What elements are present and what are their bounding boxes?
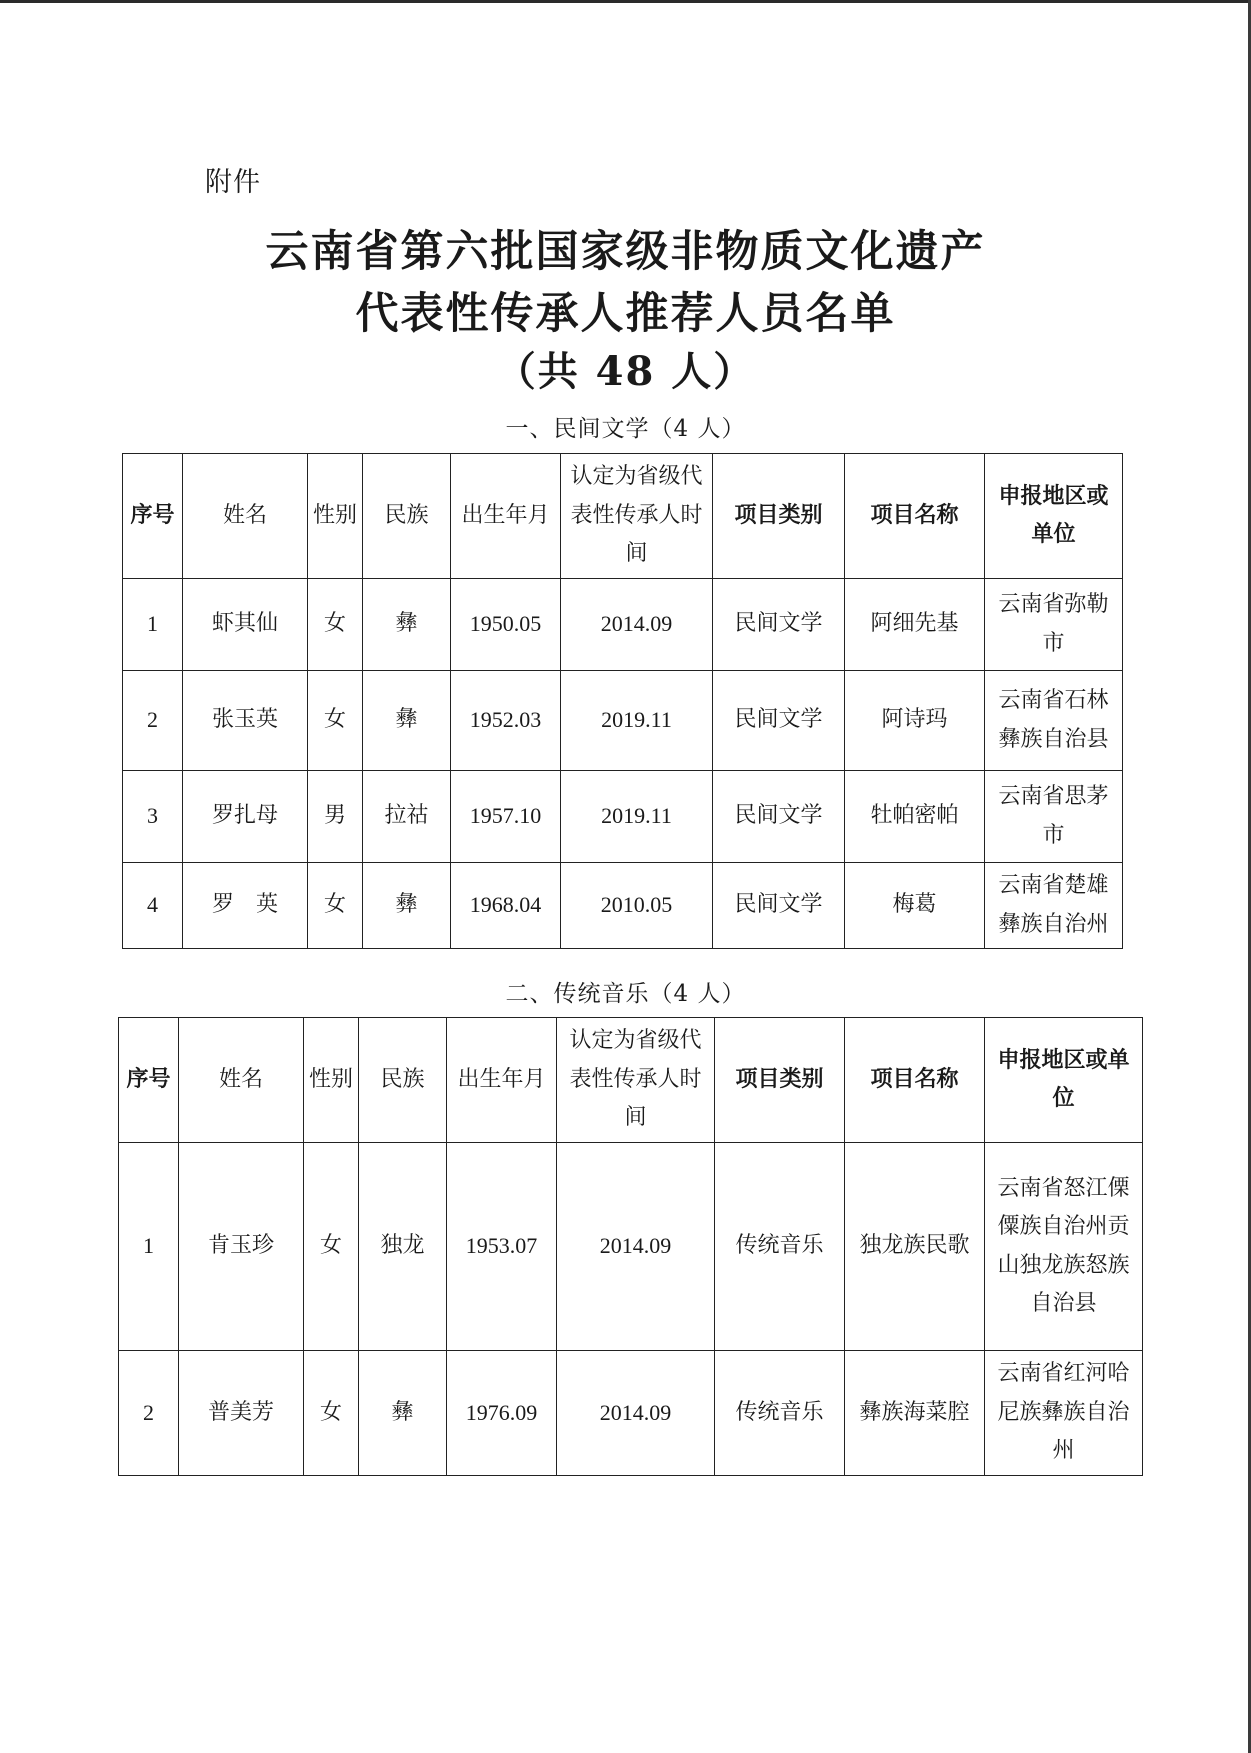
table-header-row [119, 1018, 1143, 1143]
col-birth-header: 出生年月 [451, 454, 561, 579]
cell-region: 云南省弥勒市 [985, 579, 1123, 671]
cell-gender: 女 [304, 1143, 359, 1351]
col-recognized-header: 认定为省级代表性传承人时间 [557, 1018, 715, 1143]
col-gender-header: 性别 [308, 454, 363, 579]
table-header-row [123, 454, 1123, 579]
cell-region: 云南省楚雄彝族自治州 [985, 863, 1123, 949]
cell-category: 民间文学 [713, 671, 845, 771]
cell-ethnicity: 彝 [363, 579, 451, 671]
cell-gender: 女 [304, 1351, 359, 1476]
cell-name: 罗扎母 [183, 771, 308, 863]
cell-category: 传统音乐 [715, 1143, 845, 1351]
cell-seq: 1 [119, 1143, 179, 1351]
col-gender-header: 性别 [304, 1018, 359, 1143]
traditional-music-table [118, 1017, 1143, 1476]
cell-project: 彝族海菜腔 [845, 1351, 985, 1476]
document-title-line-1: 云南省第六批国家级非物质文化遗产 [265, 227, 986, 277]
table-row [123, 671, 1123, 771]
section-title-folk-literature: 一、民间文学（4 人） [505, 416, 746, 442]
col-project-header: 项目名称 [845, 1018, 985, 1143]
cell-seq: 4 [123, 863, 183, 949]
cell-seq: 1 [123, 579, 183, 671]
document-title-line-2: 代表性传承人推荐人员名单 [355, 289, 896, 339]
cell-region: 云南省怒江傈僳族自治州贡山独龙族怒族自治县 [985, 1143, 1143, 1351]
col-seq-header: 序号 [119, 1018, 179, 1143]
cell-gender: 男 [308, 771, 363, 863]
cell-gender: 女 [308, 671, 363, 771]
cell-name: 肯玉珍 [179, 1143, 304, 1351]
cell-category: 民间文学 [713, 579, 845, 671]
cell-project: 阿诗玛 [845, 671, 985, 771]
table-row [119, 1143, 1143, 1351]
cell-category: 民间文学 [713, 771, 845, 863]
col-category-header: 项目类别 [715, 1018, 845, 1143]
col-ethnicity-header: 民族 [363, 454, 451, 579]
cell-recognized: 2014.09 [557, 1143, 715, 1351]
cell-project: 独龙族民歌 [845, 1143, 985, 1351]
col-birth-header: 出生年月 [447, 1018, 557, 1143]
cell-birth: 1953.07 [447, 1143, 557, 1351]
col-seq-header: 序号 [123, 454, 183, 579]
folk-literature-table [122, 453, 1123, 949]
cell-seq: 2 [119, 1351, 179, 1476]
cell-ethnicity: 独龙 [359, 1143, 447, 1351]
col-name-header: 姓名 [183, 454, 308, 579]
cell-gender: 女 [308, 863, 363, 949]
cell-project: 阿细先基 [845, 579, 985, 671]
cell-name: 普美芳 [179, 1351, 304, 1476]
cell-gender: 女 [308, 579, 363, 671]
cell-name: 虾其仙 [183, 579, 308, 671]
table-row [119, 1351, 1143, 1476]
scan-edge-top [0, 0, 1251, 3]
cell-recognized: 2019.11 [561, 671, 713, 771]
cell-region: 云南省红河哈尼族彝族自治州 [985, 1351, 1143, 1476]
cell-birth: 1957.10 [451, 771, 561, 863]
cell-region: 云南省思茅市 [985, 771, 1123, 863]
table-row [123, 579, 1123, 671]
cell-region: 云南省石林彝族自治县 [985, 671, 1123, 771]
col-region-header: 申报地区或单位 [985, 454, 1123, 579]
section-title-traditional-music: 二、传统音乐（4 人） [505, 981, 746, 1007]
document-title-count: （共 48 人） [495, 348, 756, 395]
cell-birth: 1968.04 [451, 863, 561, 949]
cell-name: 张玉英 [183, 671, 308, 771]
col-category-header: 项目类别 [713, 454, 845, 579]
cell-project: 梅葛 [845, 863, 985, 949]
col-project-header: 项目名称 [845, 454, 985, 579]
col-recognized-header: 认定为省级代表性传承人时间 [561, 454, 713, 579]
cell-recognized: 2014.09 [557, 1351, 715, 1476]
cell-ethnicity: 彝 [359, 1351, 447, 1476]
cell-ethnicity: 彝 [363, 671, 451, 771]
cell-ethnicity: 拉祜 [363, 771, 451, 863]
col-name-header: 姓名 [179, 1018, 304, 1143]
cell-birth: 1950.05 [451, 579, 561, 671]
cell-recognized: 2010.05 [561, 863, 713, 949]
cell-seq: 2 [123, 671, 183, 771]
cell-birth: 1952.03 [451, 671, 561, 771]
cell-project: 牡帕密帕 [845, 771, 985, 863]
cell-recognized: 2014.09 [561, 579, 713, 671]
cell-recognized: 2019.11 [561, 771, 713, 863]
attachment-label: 附件 [205, 167, 261, 198]
cell-category: 民间文学 [713, 863, 845, 949]
cell-seq: 3 [123, 771, 183, 863]
cell-birth: 1976.09 [447, 1351, 557, 1476]
cell-name: 罗 英 [183, 863, 308, 949]
col-ethnicity-header: 民族 [359, 1018, 447, 1143]
table-row [123, 863, 1123, 949]
table-row [123, 771, 1123, 863]
cell-category: 传统音乐 [715, 1351, 845, 1476]
cell-ethnicity: 彝 [363, 863, 451, 949]
col-region-header: 申报地区或单位 [985, 1018, 1143, 1143]
